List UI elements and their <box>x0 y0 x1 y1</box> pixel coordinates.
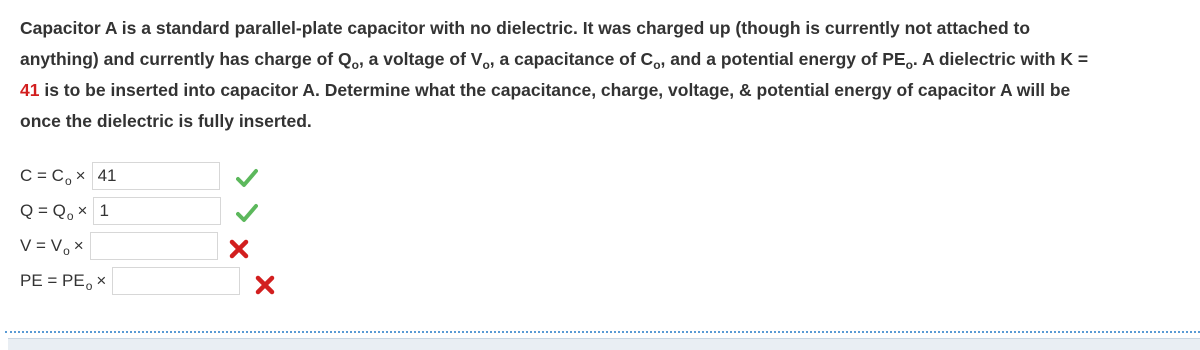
dielectric-k-value: 41 <box>20 80 40 100</box>
voltage-answer-input[interactable] <box>90 232 218 260</box>
answer-label <box>20 166 92 186</box>
answer-label <box>20 236 90 256</box>
correct-check-icon <box>236 167 258 189</box>
subscript-o: o <box>905 58 913 72</box>
subscript-o: o <box>482 58 490 72</box>
potential-energy-answer-input[interactable] <box>112 267 240 295</box>
subscript-o: o <box>66 209 74 223</box>
subscript-o: o <box>63 244 70 258</box>
answer-label-text: Q = Q <box>20 201 66 220</box>
question-line-2 <box>20 44 1185 75</box>
answer-label <box>20 271 112 291</box>
times-symbol: × <box>75 166 86 185</box>
subscript-o: o <box>64 174 72 188</box>
subscript-o: o <box>351 58 359 72</box>
answer-label-text: PE = PE <box>20 271 85 290</box>
times-symbol: × <box>73 236 84 255</box>
question-fragment: , a capacitance of C <box>489 49 654 69</box>
charge-answer-input[interactable] <box>93 197 221 225</box>
answer-row-potential-energy <box>20 266 240 296</box>
subscript-o: o <box>85 279 93 293</box>
answer-label-text: C = C <box>20 166 64 185</box>
question-fragment: is to be inserted into capacitor A. Determine what the capacitance, charge, voltage, & potential energy of capacitor A will be <box>39 80 1071 100</box>
question-line-1: Capacitor A is a standard parallel-plate capacitor with no dielectric. It was charged up (though is currently not attached to <box>20 18 1031 38</box>
incorrect-x-icon <box>254 274 276 296</box>
times-symbol: × <box>77 201 88 220</box>
question-fragment: , and a potential energy of PE <box>660 49 906 69</box>
answer-label-text: V = V <box>20 236 63 255</box>
footer-bar <box>8 338 1200 350</box>
correct-check-icon <box>236 202 258 224</box>
section-divider <box>5 331 1200 333</box>
answer-row-voltage <box>20 231 218 261</box>
answer-row-charge <box>20 196 221 226</box>
answer-label <box>20 201 93 221</box>
times-symbol: × <box>96 271 107 290</box>
incorrect-x-icon <box>228 238 250 260</box>
question-line-3 <box>20 75 1185 106</box>
question-fragment: . A dielectric with K = <box>912 49 1089 69</box>
question-text <box>20 13 1185 137</box>
question-fragment: , a voltage of V <box>358 49 483 69</box>
question-line-4: once the dielectric is fully inserted. <box>20 111 312 131</box>
question-fragment: anything) and currently has charge of Q <box>20 49 352 69</box>
answer-row-capacitance <box>20 161 220 191</box>
subscript-o: o <box>653 58 661 72</box>
capacitance-answer-input[interactable] <box>92 162 220 190</box>
